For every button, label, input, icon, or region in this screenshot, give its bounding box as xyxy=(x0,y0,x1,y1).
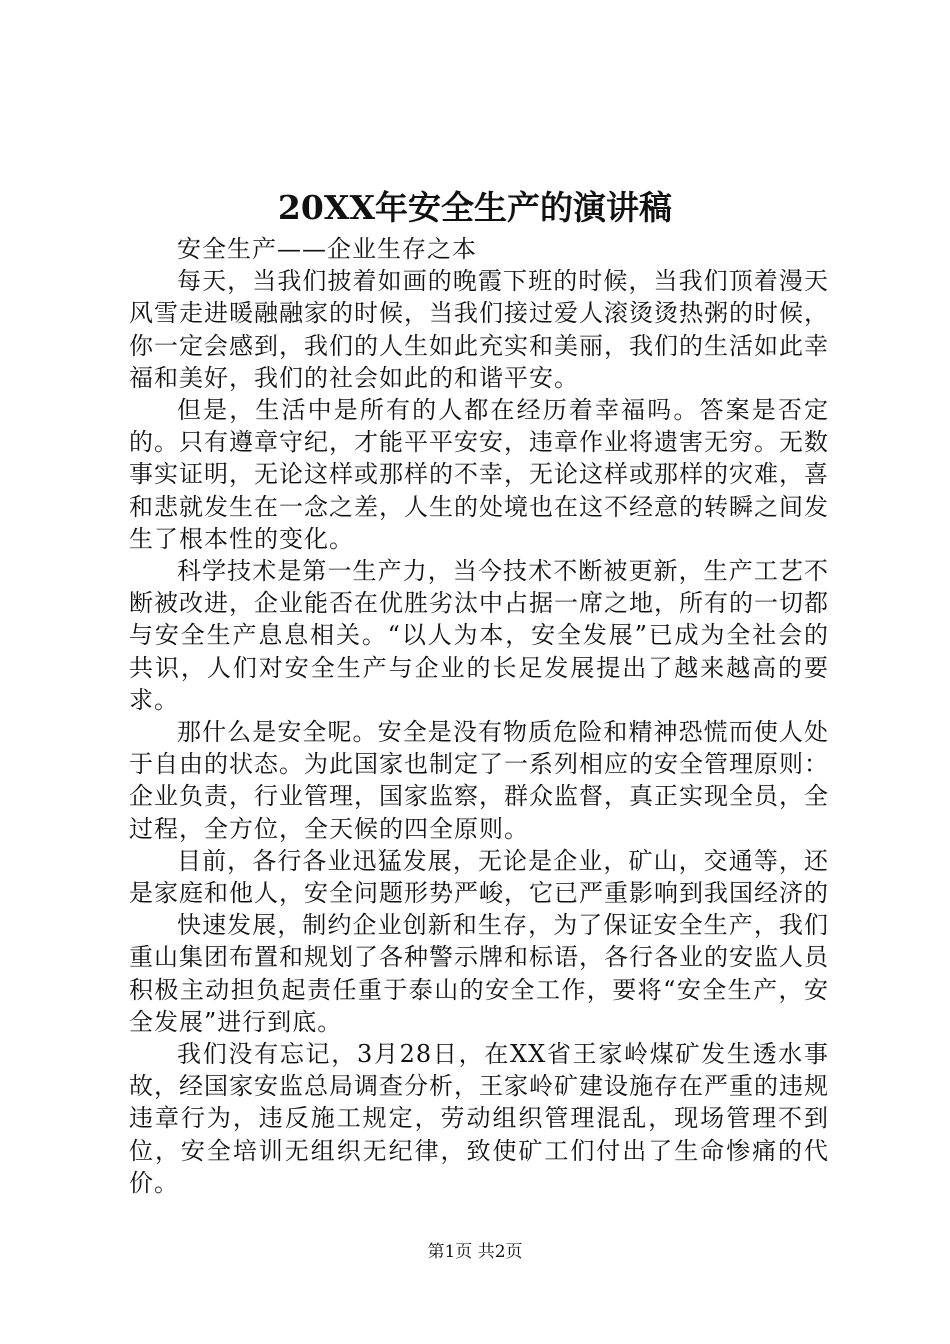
paragraph: 但是，生活中是所有的人都在经历着幸福吗。答案是否定的。只有遵章守纪，才能平平安安，违章作业将遗害无穷。无数事实证明，无论这样或那样的不幸，无论这样或那样的灾难，喜和悲就发生在一念之差，人生的处境也在这不经意的转瞬之间发生了根本性的变化。 xyxy=(129,396,829,553)
page-number-footer: 第1页 共2页 xyxy=(427,1242,523,1262)
document-body xyxy=(129,233,829,1199)
paragraph: 每天，当我们披着如画的晚霞下班的时候，当我们顶着漫天风雪走进暖融融家的时候，当我们接过爱人滚烫烫热粥的时候，你一定会感到，我们的人生如此充实和美丽，我们的生活如此幸福和美好，我们的社会如此的和谐平安。 xyxy=(129,267,829,392)
paragraph: 目前，各行各业迅猛发展，无论是企业，矿山，交通等，还是家庭和他人，安全问题形势严峻，它已严重影响到我国经济的 xyxy=(129,846,829,908)
paragraph: 我们没有忘记，3月28日，在XX省王家岭煤矿发生透水事故，经国家安监总局调查分析，王家岭矿建设施存在严重的违规违章行为，违反施工规定，劳动组织管理混乱，现场管理不到位，安全培训无组织无纪律，致使矿工们付出了生命惨痛的代价。 xyxy=(129,1040,829,1197)
document-title: 20XX年安全生产的演讲稿 xyxy=(277,188,673,227)
paragraph: 快速发展，制约企业创新和生存，为了保证安全生产，我们重山集团布置和规划了各种警示牌和标语，各行各业的安监人员积极主动担负起责任重于泰山的安全工作，要将“安全生产，安全发展”进行到底。 xyxy=(129,911,829,1036)
paragraph-subtitle: 安全生产——企业生存之本 xyxy=(177,235,477,263)
paragraph: 科学技术是第一生产力，当今技术不断被更新，生产工艺不断被改进，企业能否在优胜劣汰中占据一席之地，所有的一切都与安全生产息息相关。“以人为本，安全发展”已成为全社会的共识，人们对安全生产与企业的长足发展提出了越来越高的要求。 xyxy=(129,557,829,714)
paragraph: 那什么是安全呢。安全是没有物质危险和精神恐慌而使人处于自由的状态。为此国家也制定了一系列相应的安全管理原则：企业负责，行业管理，国家监察，群众监督，真正实现全员，全过程，全方位，全天候的四全原则。 xyxy=(129,718,829,843)
